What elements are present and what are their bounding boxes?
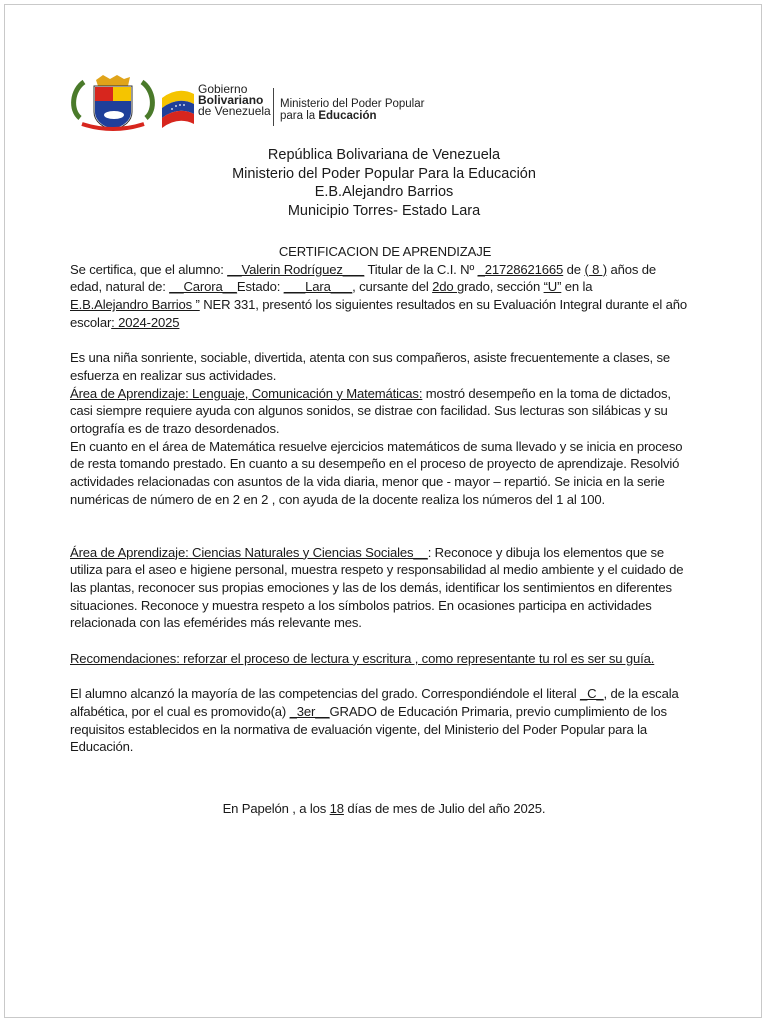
recommendations: Recomendaciones: reforzar el proceso de lectura y escritura , como representante tu rol es ser su guía. — [70, 650, 655, 666]
area1-line: ortografía es de trazo desordenados. — [70, 420, 280, 436]
student-line-1: Se certifica, que el alumno: __Valerin Rodríguez___ Titular de la C.I. Nº _21728621665 de ( 8 ) años de — [70, 261, 657, 277]
area2-line: relacionada con las efemérides más relevante mes. — [70, 615, 362, 631]
description-line: Es una niña sonriente, sociable, divertida, atenta con sus compañeros, asiste frecuentemente a clases, se — [70, 350, 671, 366]
title-school: E.B.Alejandro Barrios — [314, 184, 454, 200]
area1-line: de resta tomando prestado. En cuanto a su desempeño en el proceso de proyecto de aprendizaje. Resolvió — [70, 456, 680, 472]
document-body — [70, 243, 700, 756]
student-line-4: escolar: 2024-2025 — [70, 314, 180, 330]
document-header-titles — [0, 146, 768, 220]
area1-line: numéricas de número de en 2 en 2 , con ayuda de la docente realiza los números del 1 al 100. — [70, 491, 606, 507]
area1-line: casi siempre requiere ayuda con algunos sonidos, se distrae con facilidad. Sus lecturas son silábicas y su — [70, 403, 668, 419]
student-line-2: edad, natural de: __Carora__Estado: ___Lara___, cursante del 2do grado, sección “U” en la — [70, 279, 593, 295]
state: ___Lara___ — [283, 279, 353, 295]
closing-day: 18 — [329, 801, 344, 816]
grade: 2do — [432, 279, 458, 295]
header-logos — [68, 74, 428, 132]
student-ci: _21728621665 — [477, 261, 564, 277]
section: “U” — [543, 279, 562, 295]
literal-grade: _C_ — [579, 686, 604, 702]
area1-heading: Área de Aprendizaje: Lenguaje, Comunicación y Matemáticas: — [70, 385, 423, 401]
logo-divider — [273, 88, 274, 126]
area2-line: Área de Aprendizaje: Ciencias Naturales y Ciencias Sociales__: Reconoce y dibuja los elementos que se — [70, 544, 665, 560]
area1-line: En cuanto en el área de Matemática resuelve ejercicios matemáticos de suma llevado y se inicia en proceso — [70, 438, 683, 454]
gobierno-bolivariano-label: Gobierno Bolivariano de Venezuela — [198, 82, 271, 118]
student-line-3: E.B.Alejandro Barrios ” NER 331, presentó los siguientes resultados en su Evaluación Integral durante el año — [70, 297, 688, 313]
title-municipality: Municipio Torres- Estado Lara — [287, 202, 481, 219]
area2-line: situaciones. Reconoce y muestra respeto a los símbolos patrios. En ocasiones participa en actividades — [70, 597, 652, 613]
certificate-title: CERTIFICACION DE APRENDIZAJE — [278, 244, 492, 259]
description-line: esfuerza en realizar sus actividades. — [70, 367, 277, 383]
promotion-line: Educación. — [70, 739, 134, 755]
promotion-line: alfabética, por el cual es promovido(a) _3er__GRADO de Educación Primaria, previo cumplimiento de los — [70, 703, 667, 719]
area2-heading: Área de Aprendizaje: Ciencias Naturales y Ciencias Sociales__ — [70, 544, 428, 560]
school-year: : 2024-2025 — [111, 314, 180, 330]
area2-line: utiliza para el aseo e higiene personal, muestra respeto y responsabilidad al medio ambiente y el cuidado de — [70, 562, 684, 578]
promotion-line: requisitos establecidos en la normativa de evaluación vigente, del Ministerio del Poder Popular para la — [70, 721, 648, 737]
school-name: E.B.Alejandro Barrios ” — [70, 297, 200, 313]
venezuela-flag-icon — [160, 84, 196, 130]
promotion-line: El alumno alcanzó la mayoría de las competencias del grado. Correspondiéndole el literal _C_, de la escala — [70, 686, 679, 702]
student-name: __Valerin Rodríguez___ — [227, 261, 365, 277]
area2-line: las plantas, reconocer sus propias emociones y las de los demás, identificar los sentimientos en diferentes — [70, 580, 672, 596]
ministerio-label: Ministerio del Poder Popular para la Educación — [280, 98, 425, 122]
area1-line: actividades relacionadas con asuntos de la vida diaria, menor que - mayor – repartió. Se inicia en la serie — [70, 473, 665, 489]
coat-of-arms-icon — [68, 74, 158, 132]
student-age: ( 8 ) — [584, 261, 607, 277]
closing-date-line: En Papelón , a los 18 días de mes de Julio del año 2025. — [222, 801, 546, 816]
title-ministry: Ministerio del Poder Popular Para la Educación — [232, 165, 536, 182]
title-republic: República Bolivariana de Venezuela — [267, 147, 501, 163]
area1-line: Área de Aprendizaje: Lenguaje, Comunicación y Matemáticas: mostró desempeño en la toma de dictados, — [70, 385, 671, 401]
birthplace: __Carora__ — [169, 279, 237, 295]
promoted-grade: _3er__ — [289, 703, 330, 719]
